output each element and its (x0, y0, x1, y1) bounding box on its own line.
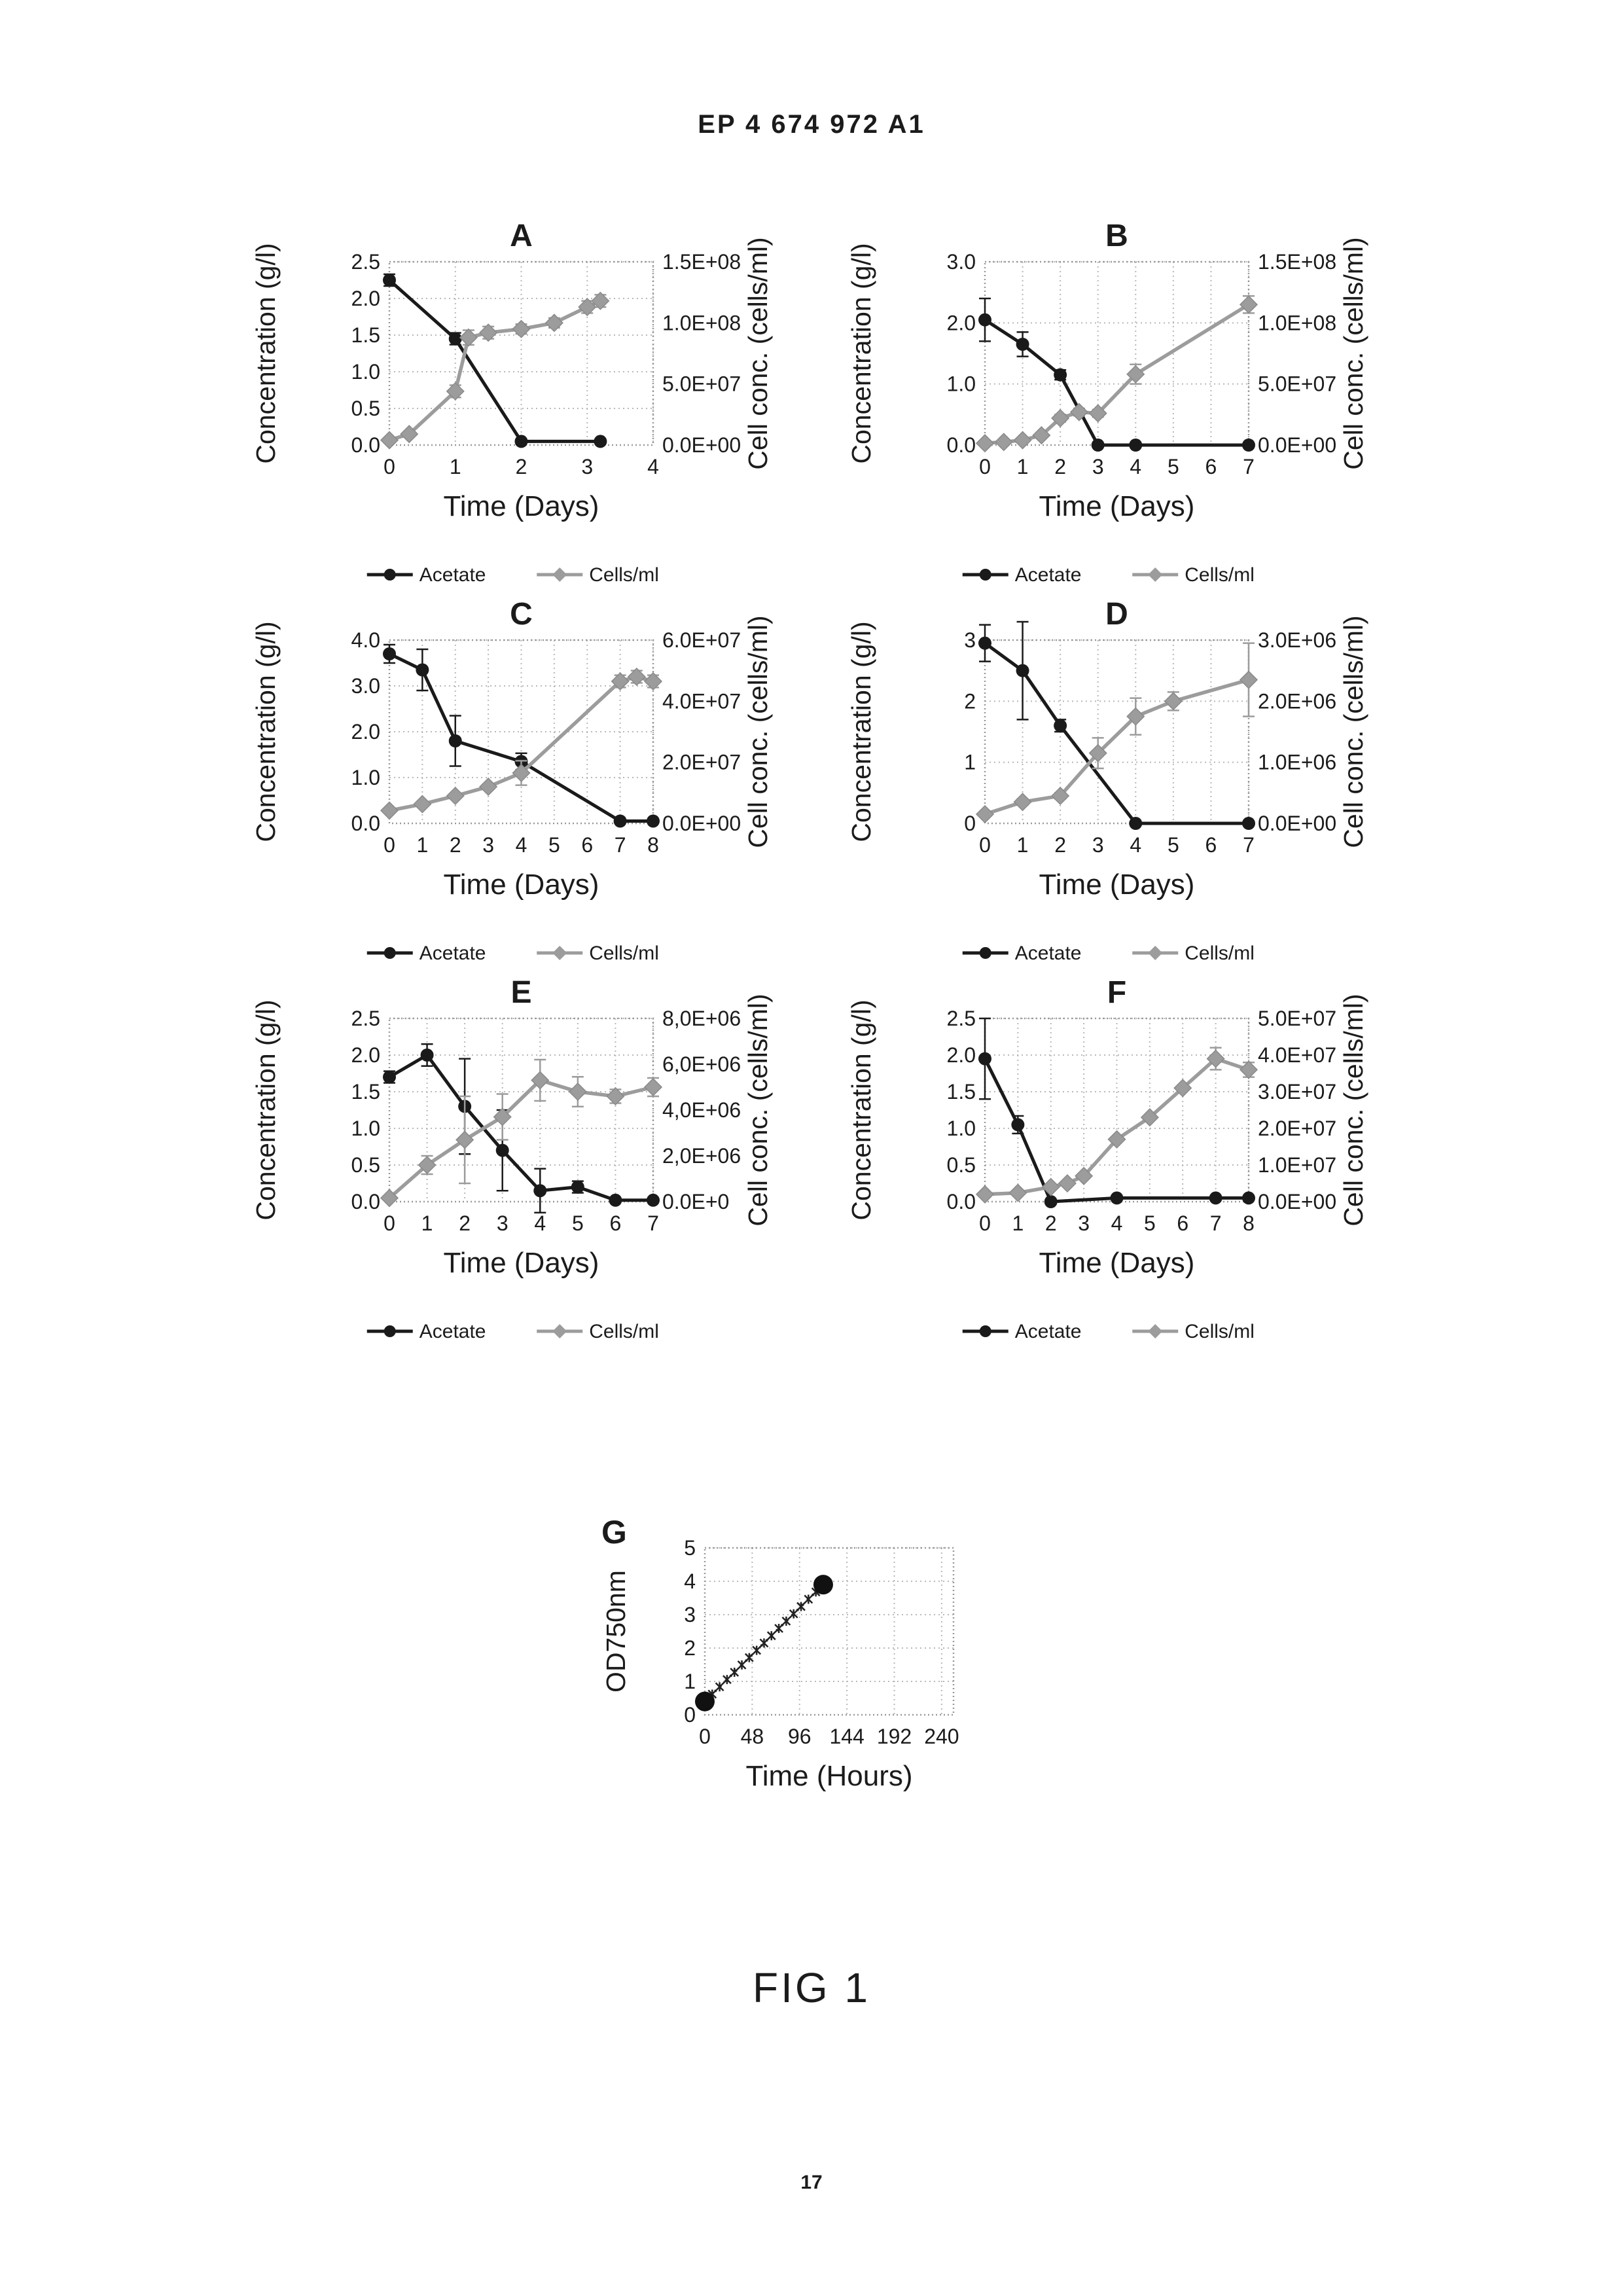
right-tick-label: 1.5E+08 (1258, 250, 1337, 274)
left-tick-label: 4 (684, 1570, 696, 1593)
trend-marker (738, 1660, 746, 1670)
left-tick-label: 1.0 (351, 1117, 380, 1140)
chart-title: A (510, 219, 533, 253)
left-tick-label: 2.0 (946, 311, 976, 335)
chart-C-canvas (242, 594, 792, 974)
series-od750nm (695, 1575, 833, 1712)
left-tick-label: 2.5 (946, 1007, 976, 1030)
data-point (628, 668, 645, 685)
x-tick-label: 0 (699, 1725, 711, 1748)
data-point (1044, 1195, 1058, 1208)
legend-marker (980, 1325, 991, 1337)
data-point (1054, 719, 1067, 732)
left-tick-label: 1.5 (946, 1080, 976, 1103)
trend-marker (768, 1631, 776, 1640)
legend-item-cells-ml (537, 942, 659, 964)
right-axis-label: Cell conc. (cells/ml) (1338, 615, 1368, 848)
left-tick-label: 1 (964, 750, 976, 774)
x-axis-label: Time (Days) (1039, 1247, 1195, 1279)
chart-title: B (1105, 219, 1128, 253)
series-acetate (383, 1044, 660, 1213)
legend-item-acetate (367, 942, 486, 964)
left-tick-label: 2 (684, 1636, 696, 1660)
right-tick-label: 4.0E+07 (1258, 1043, 1337, 1067)
data-point (1129, 439, 1142, 452)
data-point (383, 1071, 396, 1084)
data-point (1240, 296, 1257, 313)
data-point (594, 435, 607, 448)
x-tick-label: 2 (515, 455, 527, 478)
left-tick-label: 0.5 (946, 1153, 976, 1177)
trend-marker (745, 1653, 753, 1662)
trend-marker (790, 1609, 798, 1619)
left-tick-label: 0.5 (351, 1153, 380, 1177)
x-tick-label: 7 (647, 1211, 659, 1235)
trend-marker (760, 1638, 768, 1647)
data-point (607, 1088, 624, 1105)
trend-marker (730, 1668, 738, 1677)
legend-item-cells-ml (537, 564, 659, 586)
legend-item-cells-ml (537, 1321, 659, 1342)
data-point (695, 1692, 715, 1712)
left-tick-label: 0.0 (946, 1190, 976, 1213)
data-point (480, 778, 497, 795)
x-tick-label: 6 (1177, 1211, 1189, 1235)
left-tick-label: 0.0 (351, 1190, 380, 1213)
trend-marker (753, 1646, 760, 1655)
x-tick-label: 144 (829, 1725, 865, 1748)
plot-border (985, 262, 1249, 445)
chart-title: E (510, 975, 532, 1010)
data-point (1059, 1175, 1076, 1192)
chart-title: C (510, 597, 533, 632)
left-tick-label: 0.0 (351, 812, 380, 835)
data-point (645, 1079, 662, 1096)
x-tick-label: 1 (416, 833, 429, 857)
data-point (480, 324, 497, 341)
x-axis-label: Time (Days) (443, 869, 599, 901)
legend-item-acetate (963, 564, 1082, 586)
data-point (421, 1049, 434, 1062)
x-tick-label: 0 (383, 1211, 395, 1235)
right-tick-label: 2.0E+06 (1258, 689, 1337, 713)
data-point (976, 435, 993, 452)
data-point (381, 432, 398, 449)
data-point (1240, 1061, 1257, 1078)
series-acetate (978, 298, 1255, 452)
data-point (1009, 1185, 1026, 1202)
data-point (1240, 672, 1257, 689)
legend-item-acetate (963, 1321, 1082, 1342)
chart-E-canvas (242, 973, 792, 1352)
legend-label: Cells/ml (589, 564, 659, 586)
data-point (533, 1184, 546, 1197)
data-point (416, 664, 429, 677)
x-tick-label: 4 (1111, 1211, 1123, 1235)
chart-D-canvas (838, 594, 1387, 974)
x-tick-label: 0 (979, 455, 991, 478)
x-axis-label: Time (Days) (443, 490, 599, 522)
series-line (985, 304, 1249, 443)
trend-marker (775, 1624, 783, 1633)
right-tick-label: 5.0E+07 (662, 372, 741, 396)
legend-label: Acetate (1014, 942, 1082, 964)
left-tick-label: 3 (684, 1603, 696, 1626)
right-tick-label: 2.0E+07 (1258, 1117, 1337, 1140)
right-tick-label: 6,0E+06 (662, 1052, 741, 1076)
series-cells-ml (976, 296, 1257, 452)
left-tick-label: 0.5 (351, 397, 380, 420)
right-axis-label: Cell conc. (cells/ml) (743, 237, 773, 470)
trend-marker (716, 1682, 724, 1691)
series-line (389, 280, 600, 441)
legend-label: Cells/ml (1185, 564, 1255, 586)
x-tick-label: 0 (979, 833, 991, 857)
chart-F-canvas (838, 973, 1387, 1352)
left-tick-label: 2.0 (351, 1043, 380, 1067)
legend-marker (552, 567, 567, 582)
x-tick-label: 6 (1205, 455, 1217, 478)
legend-label: Cells/ml (1185, 942, 1255, 964)
x-tick-label: 4 (1130, 833, 1142, 857)
chart-B-canvas (838, 216, 1387, 596)
left-tick-label: 3 (964, 628, 976, 652)
left-axis-label: OD750nm (601, 1570, 631, 1693)
x-tick-label: 2 (459, 1211, 471, 1235)
x-tick-label: 7 (1209, 1211, 1222, 1235)
x-tick-label: 0 (383, 455, 395, 478)
left-tick-label: 0.0 (351, 433, 380, 457)
legend-item-acetate (367, 1321, 486, 1342)
left-tick-label: 3.0 (946, 250, 976, 274)
right-tick-label: 3.0E+07 (1258, 1080, 1337, 1103)
x-tick-label: 96 (787, 1725, 812, 1748)
legend-marker (1148, 567, 1162, 582)
legend-marker (980, 947, 991, 959)
right-tick-label: 0.0E+0 (662, 1190, 730, 1213)
x-tick-label: 5 (571, 1211, 584, 1235)
plot-border (705, 1548, 954, 1715)
data-point (449, 332, 462, 346)
legend-marker (980, 569, 991, 581)
x-tick-label: 2 (1054, 455, 1067, 478)
data-point (1016, 338, 1029, 351)
data-point (1043, 1179, 1060, 1196)
x-tick-label: 2 (449, 833, 461, 857)
left-tick-label: 2.0 (351, 720, 380, 744)
trend-marker (723, 1675, 731, 1684)
chart-title: G (601, 1514, 627, 1551)
x-tick-label: 6 (609, 1211, 622, 1235)
left-axis-label: Concentration (g/l) (846, 621, 876, 842)
x-tick-label: 1 (1016, 833, 1029, 857)
x-tick-label: 3 (581, 455, 594, 478)
x-tick-label: 3 (482, 833, 495, 857)
data-point (1092, 439, 1105, 452)
right-axis-label: Cell conc. (cells/ml) (743, 994, 773, 1227)
data-point (546, 314, 563, 331)
left-tick-label: 2 (964, 689, 976, 713)
data-point (449, 734, 462, 747)
right-tick-label: 1.0E+06 (1258, 750, 1337, 774)
left-tick-label: 2.0 (351, 287, 380, 310)
data-point (1014, 432, 1031, 449)
legend-label: Acetate (419, 1321, 486, 1342)
gridlines (705, 1548, 954, 1715)
data-point (978, 637, 991, 650)
right-tick-label: 6.0E+07 (662, 628, 741, 652)
legend-marker (552, 1324, 567, 1338)
data-point (995, 433, 1012, 450)
x-tick-label: 48 (740, 1725, 764, 1748)
legend-item-acetate (963, 942, 1082, 964)
series-acetate (383, 274, 607, 448)
trend-marker (797, 1602, 805, 1611)
chart-D (838, 594, 1387, 977)
x-tick-label: 5 (1143, 1211, 1156, 1235)
series-line (389, 301, 600, 440)
data-point (383, 647, 396, 660)
data-point (1209, 1191, 1222, 1204)
x-tick-label: 8 (1243, 1211, 1255, 1235)
chart-B (838, 216, 1387, 599)
legend-marker (384, 569, 396, 581)
data-point (1011, 1118, 1024, 1131)
series-cells-ml (381, 1060, 662, 1206)
left-tick-label: 1.5 (351, 1080, 380, 1103)
trend-marker (804, 1594, 812, 1604)
data-point (1111, 1191, 1124, 1204)
right-tick-label: 1.0E+07 (1258, 1153, 1337, 1177)
x-tick-label: 1 (449, 455, 461, 478)
right-tick-label: 2,0E+06 (662, 1144, 741, 1168)
x-axis-label: Time (Days) (443, 1247, 599, 1279)
data-point (571, 1181, 584, 1194)
data-point (1242, 439, 1255, 452)
data-point (1242, 1191, 1255, 1204)
chart-title: D (1105, 597, 1128, 632)
data-point (647, 815, 660, 828)
data-point (1016, 664, 1029, 677)
legend-marker (384, 947, 396, 959)
legend-marker (1148, 946, 1162, 960)
right-tick-label: 8,0E+06 (662, 1007, 741, 1030)
x-tick-label: 4 (647, 455, 659, 478)
data-point (978, 1052, 991, 1066)
data-point (647, 1194, 660, 1207)
data-point (645, 673, 662, 690)
gridlines (985, 262, 1249, 445)
figure-caption: FIG 1 (752, 1964, 871, 2011)
legend-marker (1148, 1324, 1162, 1338)
right-tick-label: 0.0E+00 (1258, 433, 1337, 457)
data-point (383, 274, 396, 287)
left-tick-label: 4.0 (351, 628, 380, 652)
data-point (460, 329, 477, 346)
left-tick-label: 0 (964, 812, 976, 835)
left-tick-label: 0.0 (946, 433, 976, 457)
left-tick-label: 5 (684, 1536, 696, 1560)
x-tick-label: 0 (383, 833, 395, 857)
x-tick-label: 3 (1092, 455, 1104, 478)
right-tick-label: 4,0E+06 (662, 1098, 741, 1122)
data-point (569, 1083, 586, 1100)
left-tick-label: 1.0 (351, 766, 380, 789)
right-tick-label: 0.0E+00 (662, 812, 741, 835)
legend-item-cells-ml (1132, 564, 1255, 586)
gridlines (985, 1018, 1249, 1202)
right-tick-label: 5.0E+07 (1258, 372, 1337, 396)
left-tick-label: 0 (684, 1703, 696, 1727)
chart-G (592, 1512, 1011, 1842)
right-tick-label: 1.0E+08 (662, 311, 741, 335)
legend-label: Acetate (1014, 564, 1082, 586)
x-tick-label: 7 (1243, 833, 1255, 857)
data-point (381, 802, 398, 819)
data-point (1129, 817, 1142, 830)
legend-label: Cells/ml (1185, 1321, 1255, 1342)
legend-marker (384, 1325, 396, 1337)
legend-label: Cells/ml (589, 942, 659, 964)
data-point (609, 1194, 622, 1207)
right-tick-label: 0.0E+00 (662, 433, 741, 457)
data-point (978, 314, 991, 327)
x-axis-label: Time (Days) (1039, 869, 1195, 901)
chart-F (838, 973, 1387, 1355)
left-tick-label: 1 (684, 1670, 696, 1693)
x-tick-label: 7 (1243, 455, 1255, 478)
chart-A-canvas (242, 216, 792, 596)
chart-A (242, 216, 792, 599)
x-tick-label: 4 (534, 1211, 546, 1235)
right-tick-label: 3.0E+06 (1258, 628, 1337, 652)
x-tick-label: 1 (1016, 455, 1029, 478)
x-tick-label: 240 (924, 1725, 959, 1748)
series-line (389, 677, 653, 810)
data-point (1165, 692, 1182, 709)
series-line (389, 1055, 653, 1200)
x-axis-label: Time (Days) (1039, 490, 1195, 522)
series-cells-ml (381, 293, 609, 449)
right-tick-label: 1.0E+08 (1258, 311, 1337, 335)
left-axis-label: Concentration (g/l) (846, 999, 876, 1221)
gridlines (389, 640, 653, 823)
right-tick-label: 0.0E+00 (1258, 1190, 1337, 1213)
series-line (985, 680, 1249, 814)
right-axis-label: Cell conc. (cells/ml) (743, 615, 773, 848)
x-tick-label: 5 (548, 833, 560, 857)
left-axis-label: Concentration (g/l) (251, 243, 281, 464)
x-tick-label: 5 (1167, 455, 1179, 478)
x-axis-label: Time (Hours) (745, 1760, 913, 1792)
left-axis-label: Concentration (g/l) (251, 621, 281, 842)
data-point (447, 787, 464, 804)
right-axis-label: Cell conc. (cells/ml) (1338, 994, 1368, 1227)
left-tick-label: 2.0 (946, 1043, 976, 1067)
x-tick-label: 7 (614, 833, 626, 857)
trend-marker (782, 1617, 790, 1626)
chart-E (242, 973, 792, 1355)
left-tick-label: 3.0 (351, 674, 380, 698)
left-tick-label: 1.0 (351, 360, 380, 384)
data-point (414, 796, 431, 813)
legend-label: Cells/ml (589, 1321, 659, 1342)
data-point (1054, 368, 1067, 382)
data-point (813, 1575, 833, 1594)
right-tick-label: 4.0E+07 (662, 689, 741, 713)
legend-marker (552, 946, 567, 960)
right-tick-label: 2.0E+07 (662, 750, 741, 774)
left-tick-label: 1.5 (351, 323, 380, 347)
data-point (1242, 817, 1255, 830)
left-axis-label: Concentration (g/l) (251, 999, 281, 1221)
left-tick-label: 2.5 (351, 1007, 380, 1030)
left-axis-label: Concentration (g/l) (846, 243, 876, 464)
x-tick-label: 6 (581, 833, 594, 857)
data-point (976, 806, 993, 823)
data-point (515, 435, 528, 448)
data-point (976, 1186, 993, 1203)
x-tick-label: 4 (1130, 455, 1142, 478)
data-point (1014, 793, 1031, 810)
x-tick-label: 3 (496, 1211, 508, 1235)
right-axis-label: Cell conc. (cells/ml) (1338, 237, 1368, 470)
right-tick-label: 5.0E+07 (1258, 1007, 1337, 1030)
right-tick-label: 1.5E+08 (662, 250, 741, 274)
data-point (614, 815, 627, 828)
x-tick-label: 192 (876, 1725, 912, 1748)
x-tick-label: 2 (1044, 1211, 1057, 1235)
x-tick-label: 6 (1205, 833, 1217, 857)
document-header: EP 4 674 972 A1 (698, 110, 925, 139)
legend-label: Acetate (419, 564, 486, 586)
x-tick-label: 8 (647, 833, 659, 857)
legend-item-cells-ml (1132, 942, 1255, 964)
x-tick-label: 1 (1012, 1211, 1024, 1235)
left-tick-label: 1.0 (946, 1117, 976, 1140)
x-tick-label: 4 (515, 833, 527, 857)
page-number: 17 (800, 2172, 823, 2193)
legend-item-acetate (367, 564, 486, 586)
x-tick-label: 3 (1078, 1211, 1090, 1235)
x-tick-label: 1 (421, 1211, 433, 1235)
data-point (496, 1144, 509, 1157)
chart-title: F (1107, 975, 1127, 1010)
left-tick-label: 2.5 (351, 250, 380, 274)
x-tick-label: 2 (1054, 833, 1067, 857)
chart-C (242, 594, 792, 977)
x-tick-label: 0 (979, 1211, 991, 1235)
right-tick-label: 0.0E+00 (1258, 812, 1337, 835)
legend-label: Acetate (1014, 1321, 1082, 1342)
left-tick-label: 1.0 (946, 372, 976, 396)
x-tick-label: 5 (1167, 833, 1179, 857)
legend-label: Acetate (419, 942, 486, 964)
x-tick-label: 3 (1092, 833, 1104, 857)
chart-G-canvas (592, 1512, 1011, 1839)
legend-item-cells-ml (1132, 1321, 1255, 1342)
